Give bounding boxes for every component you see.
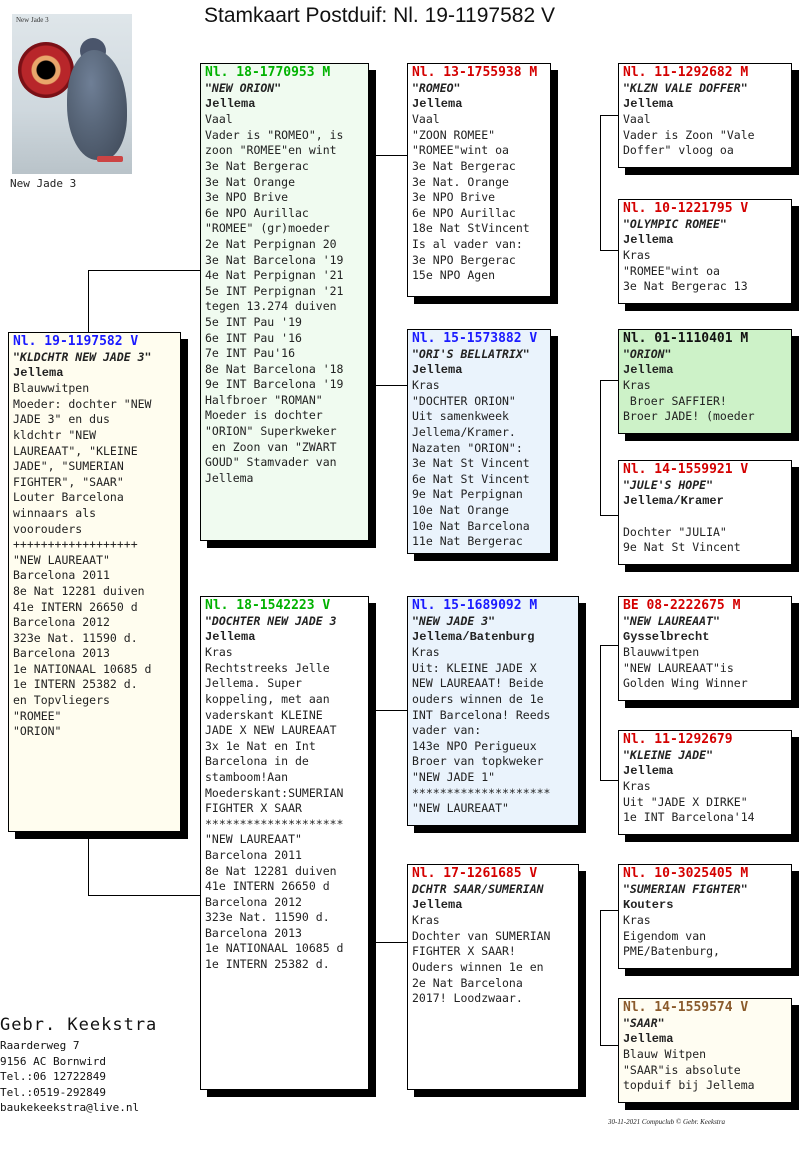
pedigree-line: Broer van topkweker [412, 754, 544, 769]
owner-contact [0, 1038, 139, 1116]
pedigree-line: "SAAR"is absolute [623, 1062, 741, 1077]
pigeon-card-ffm[interactable] [618, 199, 792, 304]
connector-line [369, 385, 407, 386]
pedigree-line: Halfbroer "ROMAN" [205, 392, 323, 407]
pedigree-line: "NEW LAUREAAT"is [623, 660, 734, 675]
pedigree-line: "ROMEE"wint oa [412, 143, 509, 158]
pedigree-line: Barcelona 2011 [13, 568, 110, 583]
connector-line [600, 380, 601, 515]
pigeon-body-image [67, 50, 127, 160]
ring-number: BE 08-2222675 M [623, 598, 741, 613]
pigeon-eye-image [18, 42, 74, 98]
pedigree-line: 4e Nat Perpignan '21 [205, 268, 344, 283]
connector-line [88, 270, 89, 332]
pedigree-line: GOUD" Stamvader van [205, 455, 337, 470]
pedigree-line: Kras [412, 645, 440, 660]
connector-line [600, 250, 618, 251]
connector-line [88, 895, 200, 896]
ring-number: Nl. 11-1292682 M [623, 65, 749, 80]
connector-line [600, 910, 601, 1045]
pigeon-card-ff[interactable] [407, 63, 551, 297]
ring-number: Nl. 15-1573882 V [412, 331, 538, 346]
pedigree-line [623, 509, 787, 525]
pedigree-line: 7e INT Pau'16 [205, 346, 296, 361]
pigeon-name: "DOCHTER NEW JADE 3 [205, 614, 337, 628]
pigeon-name: "OLYMPIC ROMEE" [623, 217, 727, 231]
pedigree-line: 9e Nat Perpignan [412, 487, 523, 502]
pedigree-line: NEW LAUREAAT! Beide [412, 676, 544, 691]
pedigree-line: Barcelona 2013 [13, 646, 110, 661]
pigeon-name: "SAAR" [623, 1016, 665, 1030]
pedigree-line: 6e Nat St Vincent [412, 471, 530, 486]
connector-line [600, 515, 618, 516]
pedigree-line: 5e INT Perpignan '21 [205, 283, 344, 298]
pedigree-line: vader van: [412, 723, 482, 738]
pedigree-line: FIGHTER", "SAAR" [13, 474, 124, 489]
pedigree-line: Barcelona 2011 [205, 847, 302, 862]
pedigree-line: "NEW LAUREAAT" [412, 801, 509, 816]
pedigree-line: 3e Nat Orange [205, 174, 296, 189]
connector-line [600, 780, 618, 781]
pedigree-line: PME/Batenburg, [623, 944, 720, 959]
ring-number: Nl. 01-1110401 M [623, 331, 749, 346]
pedigree-line: Uit samenkweek [412, 409, 509, 424]
pedigree-line: Jellema [205, 470, 254, 485]
ring-number: Nl. 17-1261685 V [412, 866, 538, 881]
page-title: Stamkaart Postduif: Nl. 19-1197582 V [204, 4, 555, 27]
pigeon-name: "KLDCHTR NEW JADE 3" [13, 350, 152, 364]
pedigree-line: Is al vader van: [412, 236, 523, 251]
pedigree-line: 3e Nat St Vincent [412, 456, 530, 471]
ring-number: Nl. 14-1559574 V [623, 1000, 749, 1015]
pedigree-line: 143e NPO Perigueux [412, 738, 537, 753]
pigeon-name: "SUMERIAN FIGHTER" [623, 882, 748, 896]
breeder-name: Jellema [623, 96, 674, 111]
pedigree-line: Broer SAFFIER! [623, 393, 727, 408]
pigeon-card-fm[interactable] [407, 329, 551, 554]
pedigree-line: ******************** [412, 785, 551, 800]
pedigree-line: "ORION" Superkweker [205, 424, 337, 439]
pedigree-line: "NEW JADE 1" [412, 769, 496, 784]
breeder-name: Gysselbrecht [623, 629, 710, 644]
pedigree-line: Barcelona 2012 [13, 615, 110, 630]
pedigree-line: 2017! Loodzwaar. [412, 991, 523, 1006]
pigeon-name: "ORI'S BELLATRIX" [412, 347, 530, 361]
pedigree-line: Barcelona 2013 [205, 925, 302, 940]
pedigree-line: 8e Nat 12281 duiven [13, 583, 145, 598]
pedigree-line: INT Barcelona! Reeds [412, 707, 551, 722]
breeder-name: Jellema [623, 362, 674, 377]
pedigree-line: Moeder: dochter "NEW [13, 396, 152, 411]
pigeon-name: "NEW ORION" [205, 81, 282, 95]
photo-label: New Jade 3 [16, 16, 49, 24]
pedigree-line: vaderskant KLEINE [205, 707, 323, 722]
breeder-name: Jellema/Batenburg [412, 629, 535, 644]
connector-line [369, 710, 407, 711]
pedigree-line: 1e NATIONAAL 10685 d [13, 661, 152, 676]
connector-line [369, 155, 407, 156]
pigeon-card-mmm[interactable] [618, 998, 792, 1103]
connector-line [600, 115, 601, 250]
pigeon-card-mother[interactable] [200, 596, 369, 1090]
pedigree-line: Barcelona in de [205, 754, 309, 769]
pedigree-line: Doffer" vloog oa [623, 143, 734, 158]
pedigree-line: 3e Nat. Orange [412, 174, 509, 189]
pigeon-name: "NEW LAUREAAT" [623, 614, 720, 628]
pedigree-line: 6e NPO Aurillac [205, 205, 309, 220]
pedigree-line: 9e INT Barcelona '19 [205, 377, 344, 392]
pigeon-card-mm[interactable] [407, 864, 579, 1090]
breeder-name: Jellema [623, 1031, 674, 1046]
pigeon-name: "NEW JADE 3" [412, 614, 496, 628]
ring-number: Nl. 18-1542223 V [205, 598, 331, 613]
pigeon-legs-image [97, 156, 123, 162]
pigeon-name: "KLZN VALE DOFFER" [623, 81, 748, 95]
phone-landline: Tel.:0519-292849 [0, 1085, 106, 1099]
pigeon-card-father[interactable] [200, 63, 369, 541]
pedigree-line: Barcelona 2012 [205, 894, 302, 909]
pigeon-card-subject[interactable] [8, 332, 181, 832]
pedigree-line: Golden Wing Winner [623, 676, 748, 691]
pedigree-line: en Topvliegers [13, 693, 110, 708]
pedigree-line: "ROMEE" (gr)moeder [205, 221, 330, 236]
ring-number: Nl. 13-1755938 M [412, 65, 538, 80]
pedigree-line: 3e NPO Bergerac [412, 252, 516, 267]
connector-line [88, 270, 200, 271]
pigeon-card-mff[interactable] [618, 596, 792, 701]
pigeon-name: "ROMEO" [412, 81, 461, 95]
pedigree-line: "NEW LAUREAAT" [13, 552, 110, 567]
breeder-name: Jellema [205, 629, 256, 644]
pedigree-line: Kras [623, 248, 651, 263]
ring-number: Nl. 14-1559921 V [623, 462, 749, 477]
pedigree-line: Moeder is dochter [205, 408, 323, 423]
ring-number: Nl. 18-1770953 M [205, 65, 331, 80]
pedigree-line: 41e INTERN 26650 d [13, 599, 138, 614]
email-link[interactable]: baukekeekstra@live.nl [0, 1101, 140, 1115]
pedigree-line: topduif bij Jellema [623, 1078, 755, 1093]
pedigree-line: zoon "ROMEE"en wint [205, 143, 337, 158]
connector-line [369, 710, 370, 942]
ring-number: Nl. 10-3025405 M [623, 866, 749, 881]
pedigree-line: Kras [412, 378, 440, 393]
pedigree-line: "ROMEE"wint oa [623, 263, 720, 278]
connector-line [369, 942, 407, 943]
connector-line [88, 833, 89, 895]
pedigree-line: 18e Nat StVincent [412, 221, 530, 236]
pedigree-line: "ORION" [13, 724, 62, 739]
pedigree-line: 41e INTERN 26650 d [205, 879, 330, 894]
pedigree-line: Jellema. Super [205, 676, 302, 691]
pigeon-card-fff[interactable] [618, 63, 792, 168]
pedigree-line: winnaars als [13, 505, 97, 520]
pedigree-line: 3e Nat Bergerac 13 [623, 279, 748, 294]
pedigree-line: tegen 13.274 duiven [205, 299, 337, 314]
ring-number: Nl. 19-1197582 V [13, 334, 139, 349]
pedigree-line: 2e Nat Barcelona [412, 975, 523, 990]
connector-line [600, 1045, 618, 1046]
pigeon-card-mfm[interactable] [618, 730, 792, 835]
pedigree-line: stamboom!Aan [205, 769, 289, 784]
pedigree-line: Dochter "JULIA" [623, 524, 727, 539]
pedigree-line: Vaal [412, 112, 440, 127]
breeder-name: Jellema/Kramer [623, 493, 724, 508]
pedigree-line: Ouders winnen 1e en [412, 959, 544, 974]
pedigree-line: 1e INTERN 25382 d. [205, 957, 330, 972]
pedigree-line: Vader is "ROMEO", is [205, 127, 344, 142]
pedigree-line: Louter Barcelona [13, 490, 124, 505]
ring-number: Nl. 15-1689092 M [412, 598, 538, 613]
pedigree-line: 10e Nat Barcelona [412, 518, 530, 533]
pedigree-line: voorouders [13, 521, 83, 536]
pedigree-line: Kras [412, 913, 440, 928]
pigeon-photo [12, 14, 132, 174]
pedigree-line: JADE X NEW LAUREAAT [205, 723, 337, 738]
pedigree-line: en Zoon van "ZWART [205, 439, 337, 454]
pigeon-card-fmm[interactable] [618, 460, 792, 565]
pedigree-line: "ROMEE" [13, 708, 62, 723]
breeder-name: Kouters [623, 897, 674, 912]
pigeon-card-mf[interactable] [407, 596, 579, 826]
ring-number: Nl. 11-1292679 [623, 732, 733, 747]
pedigree-line: LAUREAAT", "KLEINE [13, 443, 138, 458]
pedigree-line: ++++++++++++++++++ [13, 537, 138, 552]
pedigree-line: JADE 3" en dus [13, 412, 110, 427]
pigeon-name: "ORION" [623, 347, 672, 361]
pedigree-line: Kras [623, 779, 651, 794]
breeder-name: Jellema [412, 897, 463, 912]
pedigree-line: Kras [623, 913, 651, 928]
breeder-name: Jellema [412, 362, 463, 377]
pedigree-line: Kras [205, 645, 233, 660]
pedigree-line: Jellema/Kramer. [412, 424, 516, 439]
pedigree-line: Vader is Zoon "Vale [623, 127, 755, 142]
pedigree-line: 3e NPO Brive [205, 190, 289, 205]
breeder-name: Jellema [205, 96, 256, 111]
photo-caption: New Jade 3 [10, 177, 77, 190]
pedigree-line: 3e Nat Bergerac [412, 158, 516, 173]
pedigree-line: Moederskant:SUMERIAN [205, 785, 344, 800]
breeder-name: Jellema [412, 96, 463, 111]
pedigree-line: Vaal [205, 112, 233, 127]
pedigree-line: 3e Nat Bergerac [205, 158, 309, 173]
pedigree-line: Uit: KLEINE JADE X [412, 660, 537, 675]
pedigree-line: 5e INT Pau '19 [205, 314, 302, 329]
pedigree-line: 11e Nat Bergerac [412, 534, 523, 549]
pigeon-name: "KLEINE JADE" [623, 748, 714, 762]
pedigree-line: Uit "JADE X DIRKE" [623, 794, 748, 809]
pedigree-line: 1e NATIONAAL 10685 d [205, 941, 344, 956]
pedigree-line: 3e NPO Brive [412, 190, 496, 205]
connector-line [600, 910, 618, 911]
pedigree-line: Blauwwitpen [13, 381, 90, 396]
pedigree-line: JADE", "SUMERIAN [13, 459, 124, 474]
pedigree-line: "ZOON ROMEE" [412, 127, 496, 142]
pedigree-line: 1e INT Barcelona'14 [623, 810, 755, 825]
pedigree-line: 9e Nat St Vincent [623, 540, 741, 555]
breeder-name: Jellema [13, 365, 64, 380]
pedigree-line: 6e NPO Aurillac [412, 205, 516, 220]
connector-line [369, 155, 370, 385]
pedigree-line: 15e NPO Agen [412, 268, 496, 283]
pigeon-name: "JULE'S HOPE" [623, 478, 714, 492]
owner-name: Gebr. Keekstra [0, 1015, 158, 1035]
pedigree-line: 1e INTERN 25382 d. [13, 677, 138, 692]
pedigree-line: kldchtr "NEW [13, 427, 97, 442]
pedigree-line: FIGHTER X SAAR [205, 801, 302, 816]
pedigree-line: Broer JADE! (moeder [623, 409, 755, 424]
pedigree-line: Vaal [623, 112, 651, 127]
pedigree-line: Nazaten "ORION": [412, 440, 523, 455]
connector-line [600, 645, 601, 780]
pedigree-line: ouders winnen de 1e [412, 691, 544, 706]
pedigree-line: Rechtstreeks Jelle [205, 660, 330, 675]
pedigree-line: 3x 1e Nat en Int [205, 738, 316, 753]
pedigree-line: "NEW LAUREAAT" [205, 832, 302, 847]
pigeon-card-mmf[interactable] [618, 864, 792, 969]
pigeon-name: DCHTR SAAR/SUMERIAN [412, 882, 544, 896]
pedigree-line: 323e Nat. 11590 d. [13, 630, 138, 645]
connector-line [600, 380, 618, 381]
footer-credit: 30-11-2021 Compuclub © Gebr. Keekstra [608, 1118, 725, 1126]
pedigree-line: Blauw Witpen [623, 1047, 707, 1062]
pedigree-line: "DOCHTER ORION" [412, 393, 516, 408]
pedigree-line: 8e Nat Barcelona '18 [205, 361, 344, 376]
address-city: 9156 AC Bornwird [0, 1054, 106, 1068]
pedigree-line: 323e Nat. 11590 d. [205, 910, 330, 925]
breeder-name: Jellema [623, 763, 674, 778]
phone-mobile: Tel.:06 12722849 [0, 1070, 106, 1084]
pedigree-line: 6e INT Pau '16 [205, 330, 302, 345]
connector-line [600, 115, 618, 116]
pedigree-line: Eigendom van [623, 928, 707, 943]
address-street: Raarderweg 7 [0, 1039, 80, 1052]
pedigree-line: Dochter van SUMERIAN [412, 928, 551, 943]
ring-number: Nl. 10-1221795 V [623, 201, 749, 216]
pigeon-card-fmf[interactable] [618, 329, 792, 434]
connector-line [600, 645, 618, 646]
pedigree-line: Kras [623, 378, 651, 393]
pedigree-line: 3e Nat Barcelona '19 [205, 252, 344, 267]
pedigree-line: Blauwwitpen [623, 645, 700, 660]
pedigree-line: 2e Nat Perpignan 20 [205, 236, 337, 251]
pedigree-line: koppeling, met aan [205, 691, 330, 706]
pedigree-line: FIGHTER X SAAR! [412, 944, 516, 959]
pedigree-line: 8e Nat 12281 duiven [205, 863, 337, 878]
breeder-name: Jellema [623, 232, 674, 247]
pedigree-line: ******************** [205, 816, 344, 831]
pedigree-line: 10e Nat Orange [412, 502, 509, 517]
